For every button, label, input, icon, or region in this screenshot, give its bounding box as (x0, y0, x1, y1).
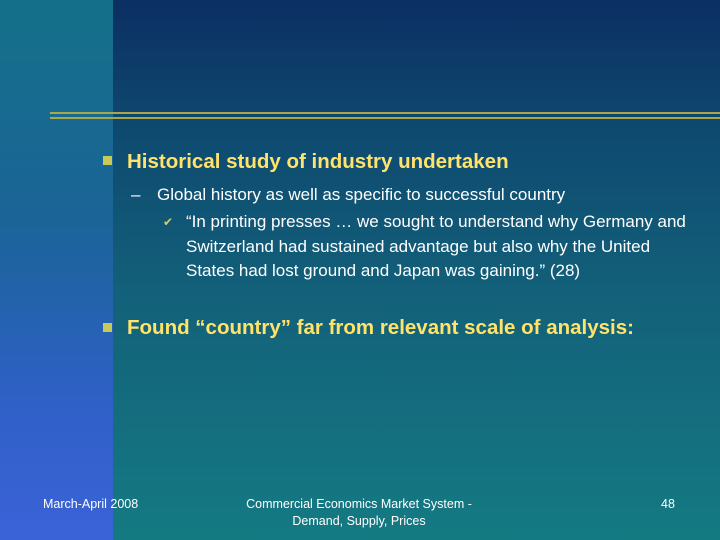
left-accent-band (0, 0, 113, 540)
title-rule-lower (50, 117, 720, 119)
square-bullet-icon (103, 323, 112, 332)
square-bullet-icon (103, 156, 112, 165)
sub-bullet-global-history: Global history as well as specific to successful country (157, 185, 566, 204)
bullet-historical-study: Historical study of industry undertaken (127, 150, 509, 173)
bullet-found-country: Found “country” far from relevant scale of analysis: (127, 316, 634, 339)
dash-marker: – (131, 185, 141, 204)
footer-title: Commercial Economics Market System - Demand, Supply, Prices (246, 497, 472, 528)
checkmark-bullet-icon: ✔ (163, 215, 174, 229)
quote-printing-presses: “In printing presses … we sought to understand why Germany and Switzerland had sustained advantage but also why the United States had lost ground and Japan was gaining.” (28) (186, 212, 686, 280)
page-number: 48 (661, 497, 675, 511)
footer-date: March-April 2008 (43, 497, 139, 511)
title-rule-upper (50, 112, 720, 114)
